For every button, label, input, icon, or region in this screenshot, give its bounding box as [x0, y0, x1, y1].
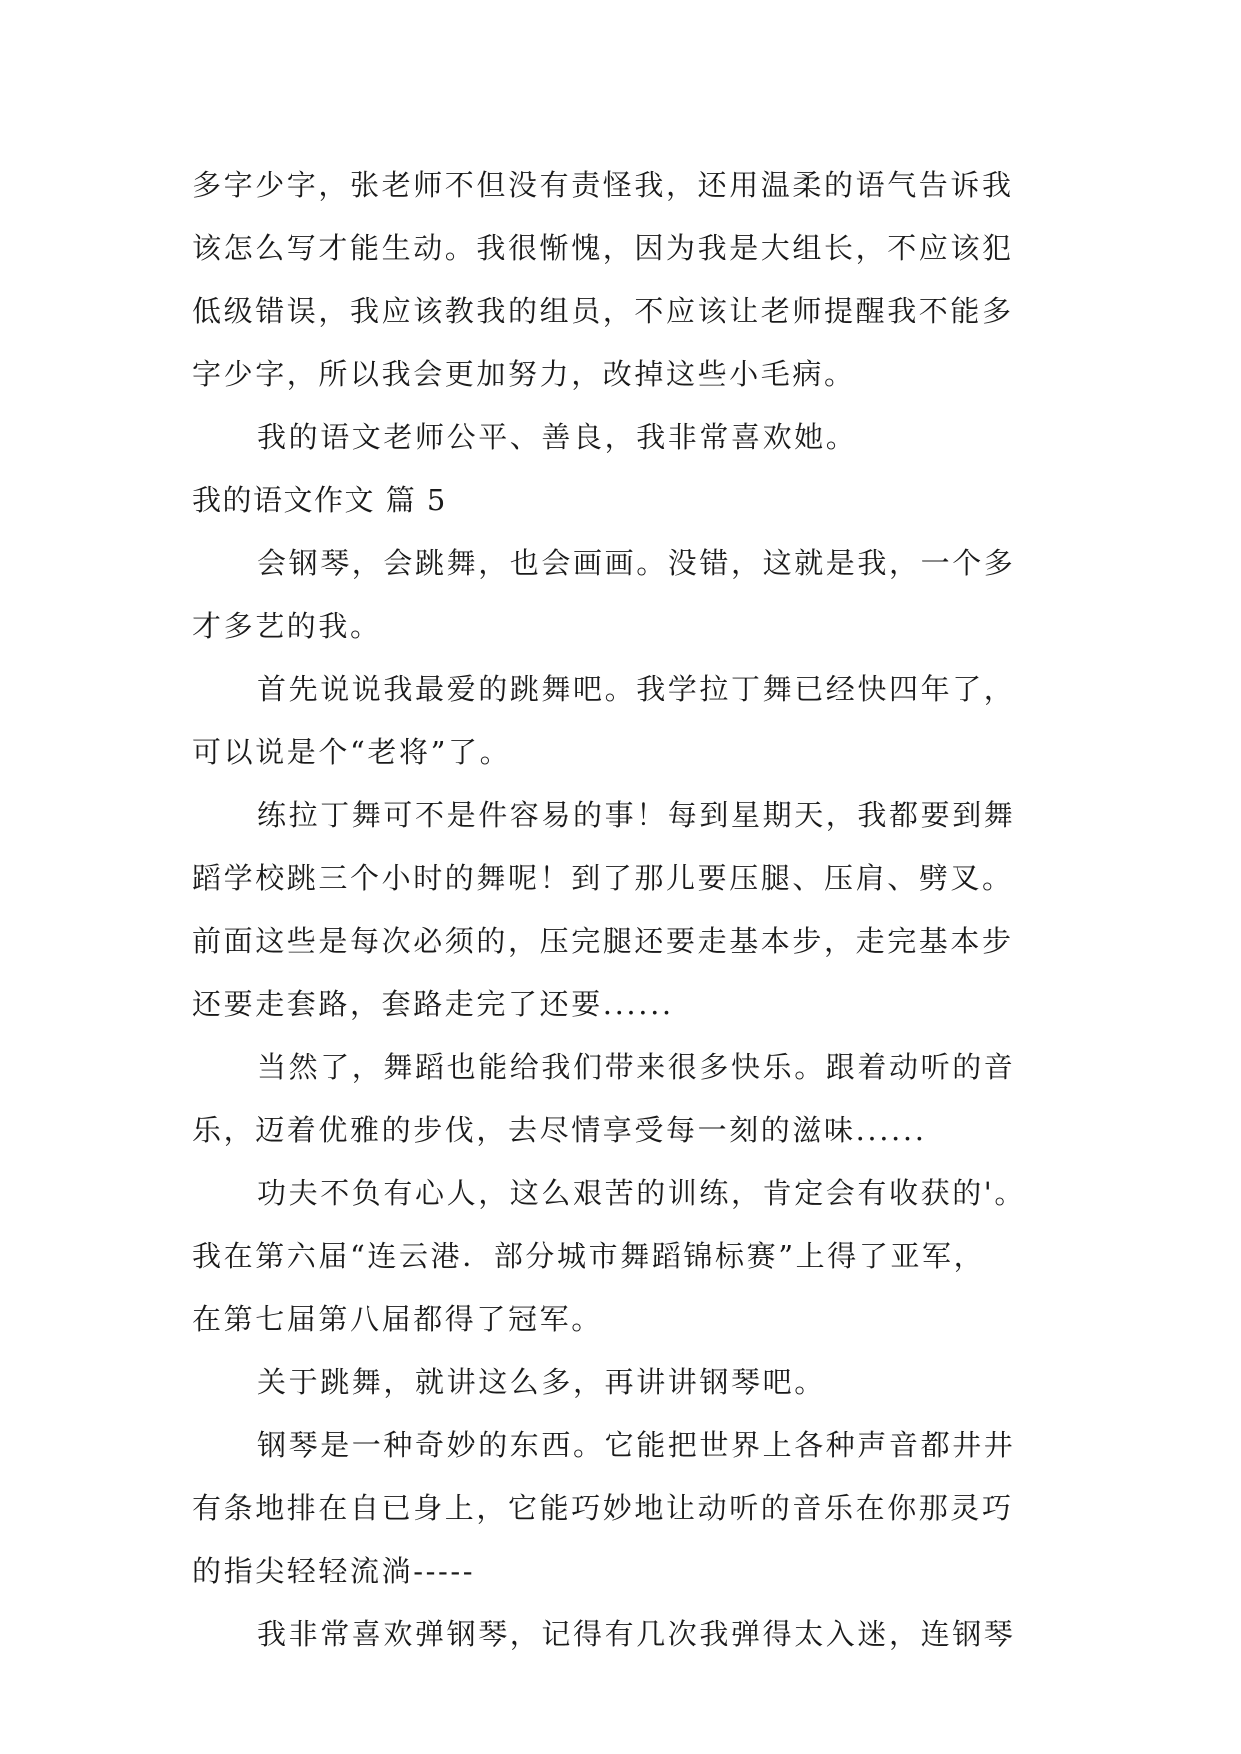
text-line: 还要走套路，套路走完了还要...... — [192, 987, 674, 1021]
text-line: 我在第六届“连云港．部分城市舞蹈锦标赛”上得了亚军， — [192, 1239, 986, 1273]
text-line: 该怎么写才能生动。我很惭愧，因为我是大组长，不应该犯 — [192, 231, 1014, 265]
text-line: 前面这些是每次必须的，压完腿还要走基本步，走完基本步 — [192, 924, 1014, 958]
text-line: 在第七届第八届都得了冠军。 — [192, 1302, 603, 1336]
text-line: 首先说说我最爱的跳舞吧。我学拉丁舞已经快四年了， — [257, 672, 1016, 706]
text-line: 会钢琴，会跳舞，也会画画。没错，这就是我，一个多 — [257, 546, 1016, 580]
text-line: 我非常喜欢弹钢琴，记得有几次我弹得太入迷，连钢琴 — [257, 1617, 1016, 1651]
text-line: 蹈学校跳三个小时的舞呢！到了那儿要压腿、压肩、劈叉。 — [192, 861, 1014, 895]
text-line: 有条地排在自已身上，它能巧妙地让动听的音乐在你那灵巧 — [192, 1491, 1014, 1525]
text-line: 练拉丁舞可不是件容易的事！每到星期天，我都要到舞 — [257, 798, 1016, 832]
text-line: 低级错误，我应该教我的组员，不应该让老师提醒我不能多 — [192, 294, 1014, 328]
text-line: 多字少字，张老师不但没有责怪我，还用温柔的语气告诉我 — [192, 168, 1014, 202]
text-line: 乐，迈着优雅的步伐，去尽情享受每一刻的滋味...... — [192, 1113, 927, 1147]
text-line: 钢琴是一种奇妙的东西。它能把世界上各种声音都井井 — [257, 1428, 1016, 1462]
text-line: 我的语文老师公平、善良，我非常喜欢她。 — [257, 420, 858, 454]
text-line: 功夫不负有心人，这么艰苦的训练，肯定会有收获的'。 — [257, 1176, 1026, 1210]
section-heading: 我的语文作文 篇 5 — [192, 483, 447, 517]
text-line: 的指尖轻轻流淌----- — [192, 1554, 476, 1588]
text-line: 当然了，舞蹈也能给我们带来很多快乐。跟着动听的音 — [257, 1050, 1016, 1084]
text-line: 字少字，所以我会更加努力，改掉这些小毛病。 — [192, 357, 856, 391]
text-line: 可以说是个“老将”了。 — [192, 735, 512, 769]
text-line: 关于跳舞，就讲这么多，再讲讲钢琴吧。 — [257, 1365, 826, 1399]
text-line: 才多艺的我。 — [192, 609, 382, 643]
